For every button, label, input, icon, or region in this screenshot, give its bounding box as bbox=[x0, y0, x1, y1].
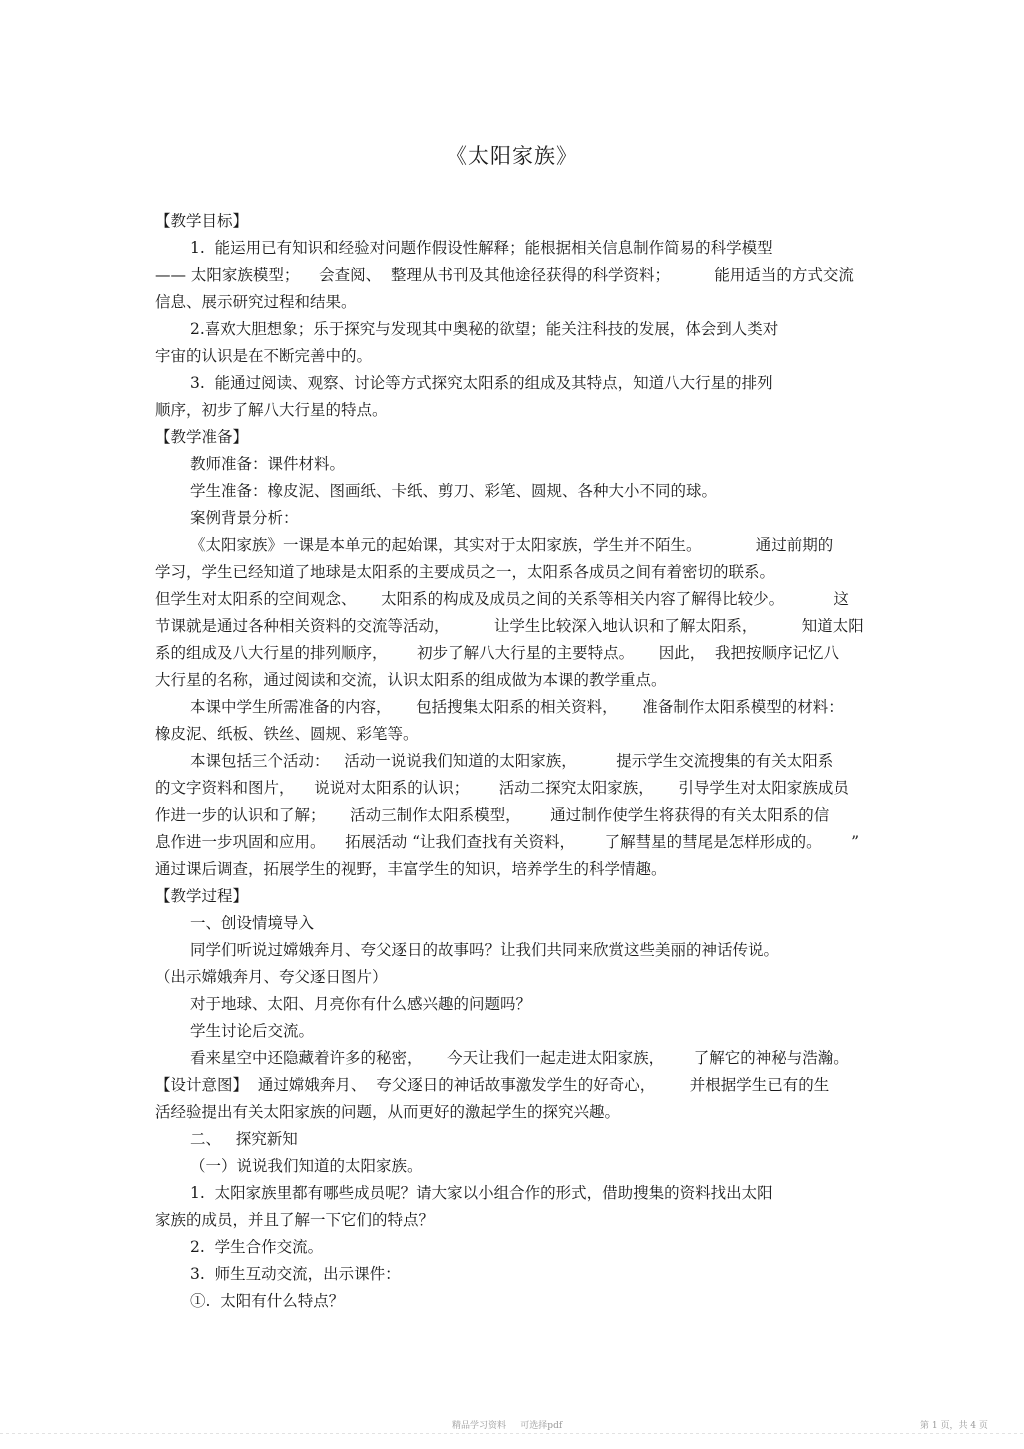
text-line: 通过课后调查，拓展学生的视野，丰富学生的知识，培养学生的科学情趣。 bbox=[155, 860, 667, 878]
text-line: 教师准备：课件材料。 bbox=[190, 455, 346, 473]
text-line: 【教学准备】 bbox=[155, 428, 249, 446]
text-line: 宇宙的认识是在不断完善中的。 bbox=[155, 347, 373, 365]
footer-page-number: 第 1 页，共 4 页 bbox=[920, 1421, 988, 1431]
text-line: 的文字资料和图片， 说说对太阳系的认识； 活动二探究太阳家族， 引导学生对太阳家族成员 bbox=[155, 779, 849, 797]
text-line: 活经验提出有关太阳家族的问题，从而更好的激起学生的探究兴趣。 bbox=[155, 1103, 621, 1121]
text-line: 系的组成及八大行星的排列顺序， 初步了解八大行星的主要特点。 因此， 我把按顺序记忆八 bbox=[155, 644, 840, 662]
text-line: （出示嫦娥奔月、夸父逐日图片） bbox=[155, 968, 388, 986]
text-line: —— 太阳家族模型； 会查阅、 整理从书刊及其他途径获得的科学资料； 能用适当的方式交流 bbox=[155, 266, 854, 284]
text-line: 节课就是通过各种相关资料的交流等活动， 让学生比较深入地认识和了解太阳系， 知道太阳 bbox=[155, 617, 864, 635]
text-line: 《太阳家族》一课是本单元的起始课，其实对于太阳家族，学生并不陌生。 通过前期的 bbox=[190, 536, 834, 554]
text-line: 案例背景分析： bbox=[190, 509, 299, 527]
text-line: 学习，学生已经知道了地球是太阳系的主要成员之一，太阳系各成员之间有着密切的联系。 bbox=[155, 563, 776, 581]
text-line: 【教学目标】 bbox=[155, 212, 249, 230]
footer-divider bbox=[0, 1433, 1024, 1434]
text-line: 【教学过程】 bbox=[155, 887, 249, 905]
text-line: 同学们听说过嫦娥奔月、夸父逐日的故事吗？让我们共同来欣赏这些美丽的神话传说。 bbox=[190, 941, 780, 959]
text-line: 一、创设情境导入 bbox=[190, 914, 315, 932]
text-line: 2. 学生合作交流。 bbox=[190, 1238, 324, 1256]
text-line: （一）说说我们知道的太阳家族。 bbox=[190, 1157, 423, 1175]
text-line: 2.喜欢大胆想象；乐于探究与发现其中奥秘的欲望；能关注科技的发展，体会到人类对 bbox=[190, 320, 779, 338]
text-line: 息作进一步巩固和应用。 拓展活动 “让我们查找有关资料， 了解彗星的彗尾是怎样形成的。 ” bbox=[155, 833, 860, 851]
text-line: 3. 师生互动交流，出示课件： bbox=[190, 1265, 401, 1283]
text-line: 二、 探究新知 bbox=[190, 1130, 298, 1148]
text-line: 本课包括三个活动： 活动一说说我们知道的太阳家族， 提示学生交流搜集的有关太阳系 bbox=[190, 752, 834, 770]
text-line: 对于地球、太阳、月亮你有什么感兴趣的问题吗？ bbox=[190, 995, 532, 1013]
text-line: 1. 能运用已有知识和经验对问题作假设性解释；能根据相关信息制作简易的科学模型 bbox=[190, 239, 773, 257]
text-line: 但学生对太阳系的空间观念、 太阳系的构成及成员之间的关系等相关内容了解得比较少。 这 bbox=[155, 590, 849, 608]
text-line: 橡皮泥、纸板、铁丝、圆规、彩笔等。 bbox=[155, 725, 419, 743]
text-line: 信息、展示研究过程和结果。 bbox=[155, 293, 357, 311]
footer-source-label: 精品学习资料 可选择pdf bbox=[452, 1421, 563, 1431]
text-line: 家族的成员，并且了解一下它们的特点？ bbox=[155, 1211, 435, 1229]
text-line: 学生讨论后交流。 bbox=[190, 1022, 315, 1040]
text-line: 学生准备：橡皮泥、图画纸、卡纸、剪刀、彩笔、圆规、各种大小不同的球。 bbox=[190, 482, 718, 500]
document-title: 《太阳家族》 bbox=[446, 144, 578, 168]
text-line: 3. 能通过阅读、观察、讨论等方式探究太阳系的组成及其特点，知道八大行星的排列 bbox=[190, 374, 773, 392]
text-line: 顺序，初步了解八大行星的特点。 bbox=[155, 401, 388, 419]
text-line: 1. 太阳家族里都有哪些成员呢？请大家以小组合作的形式，借助搜集的资料找出太阳 bbox=[190, 1184, 773, 1202]
text-line: ①. 太阳有什么特点？ bbox=[190, 1292, 345, 1310]
text-line: 【设计意图】 通过嫦娥奔月、 夸父逐日的神话故事激发学生的好奇心， 并根据学生已有的生 bbox=[155, 1076, 830, 1094]
text-line: 作进一步的认识和了解； 活动三制作太阳系模型， 通过制作使学生将获得的有关太阳系的信 bbox=[155, 806, 830, 824]
text-line: 大行星的名称，通过阅读和交流，认识太阳系的组成做为本课的教学重点。 bbox=[155, 671, 667, 689]
text-line: 看来星空中还隐藏着许多的秘密， 今天让我们一起走进太阳家族， 了解它的神秘与浩瀚。 bbox=[190, 1049, 849, 1067]
text-line: 本课中学生所需准备的内容， 包括搜集太阳系的相关资料， 准备制作太阳系模型的材料： bbox=[190, 698, 844, 716]
